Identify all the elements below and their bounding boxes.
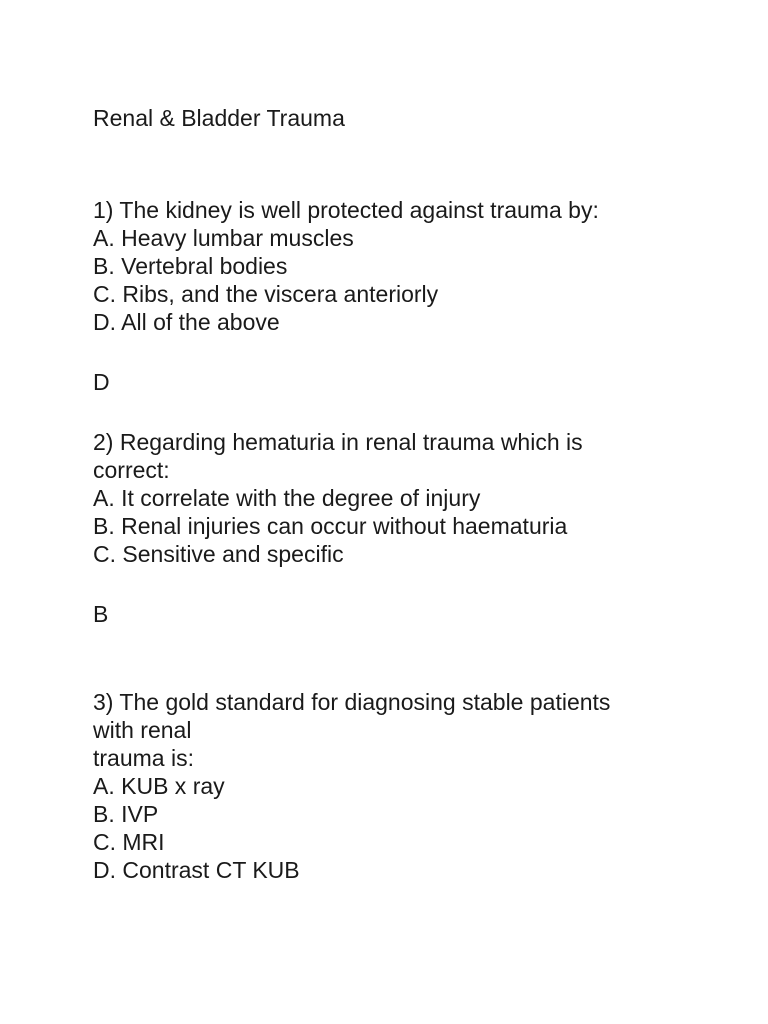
question-stem: 2) Regarding hematuria in renal trauma which is	[93, 429, 583, 455]
option-d: D. Contrast CT KUB	[93, 857, 300, 883]
question-2	[93, 428, 693, 628]
option-d: D. All of the above	[93, 309, 280, 335]
option-c: C. MRI	[93, 829, 165, 855]
question-stem: 1) The kidney is well protected against trauma by:	[93, 197, 599, 223]
document-title: Renal & Bladder Trauma	[93, 105, 345, 131]
option-b: B. IVP	[93, 801, 159, 827]
question-stem-continued: trauma is:	[93, 745, 194, 771]
option-c: C. Ribs, and the viscera anteriorly	[93, 281, 439, 307]
question-3	[93, 688, 693, 884]
option-c: C. Sensitive and specific	[93, 541, 344, 567]
option-a: A. KUB x ray	[93, 773, 225, 799]
option-b: B. Renal injuries can occur without haematuria	[93, 513, 568, 539]
answer: D	[93, 369, 110, 395]
option-b: B. Vertebral bodies	[93, 253, 288, 279]
question-stem: 3) The gold standard for diagnosing stable patients	[93, 689, 611, 715]
answer: B	[93, 601, 109, 627]
option-a: A. Heavy lumbar muscles	[93, 225, 354, 251]
question-stem-continued: correct:	[93, 457, 170, 483]
option-a: A. It correlate with the degree of injury	[93, 485, 481, 511]
question-stem-continued: with renal	[93, 717, 192, 743]
document-page	[93, 104, 693, 884]
question-1	[93, 196, 693, 396]
